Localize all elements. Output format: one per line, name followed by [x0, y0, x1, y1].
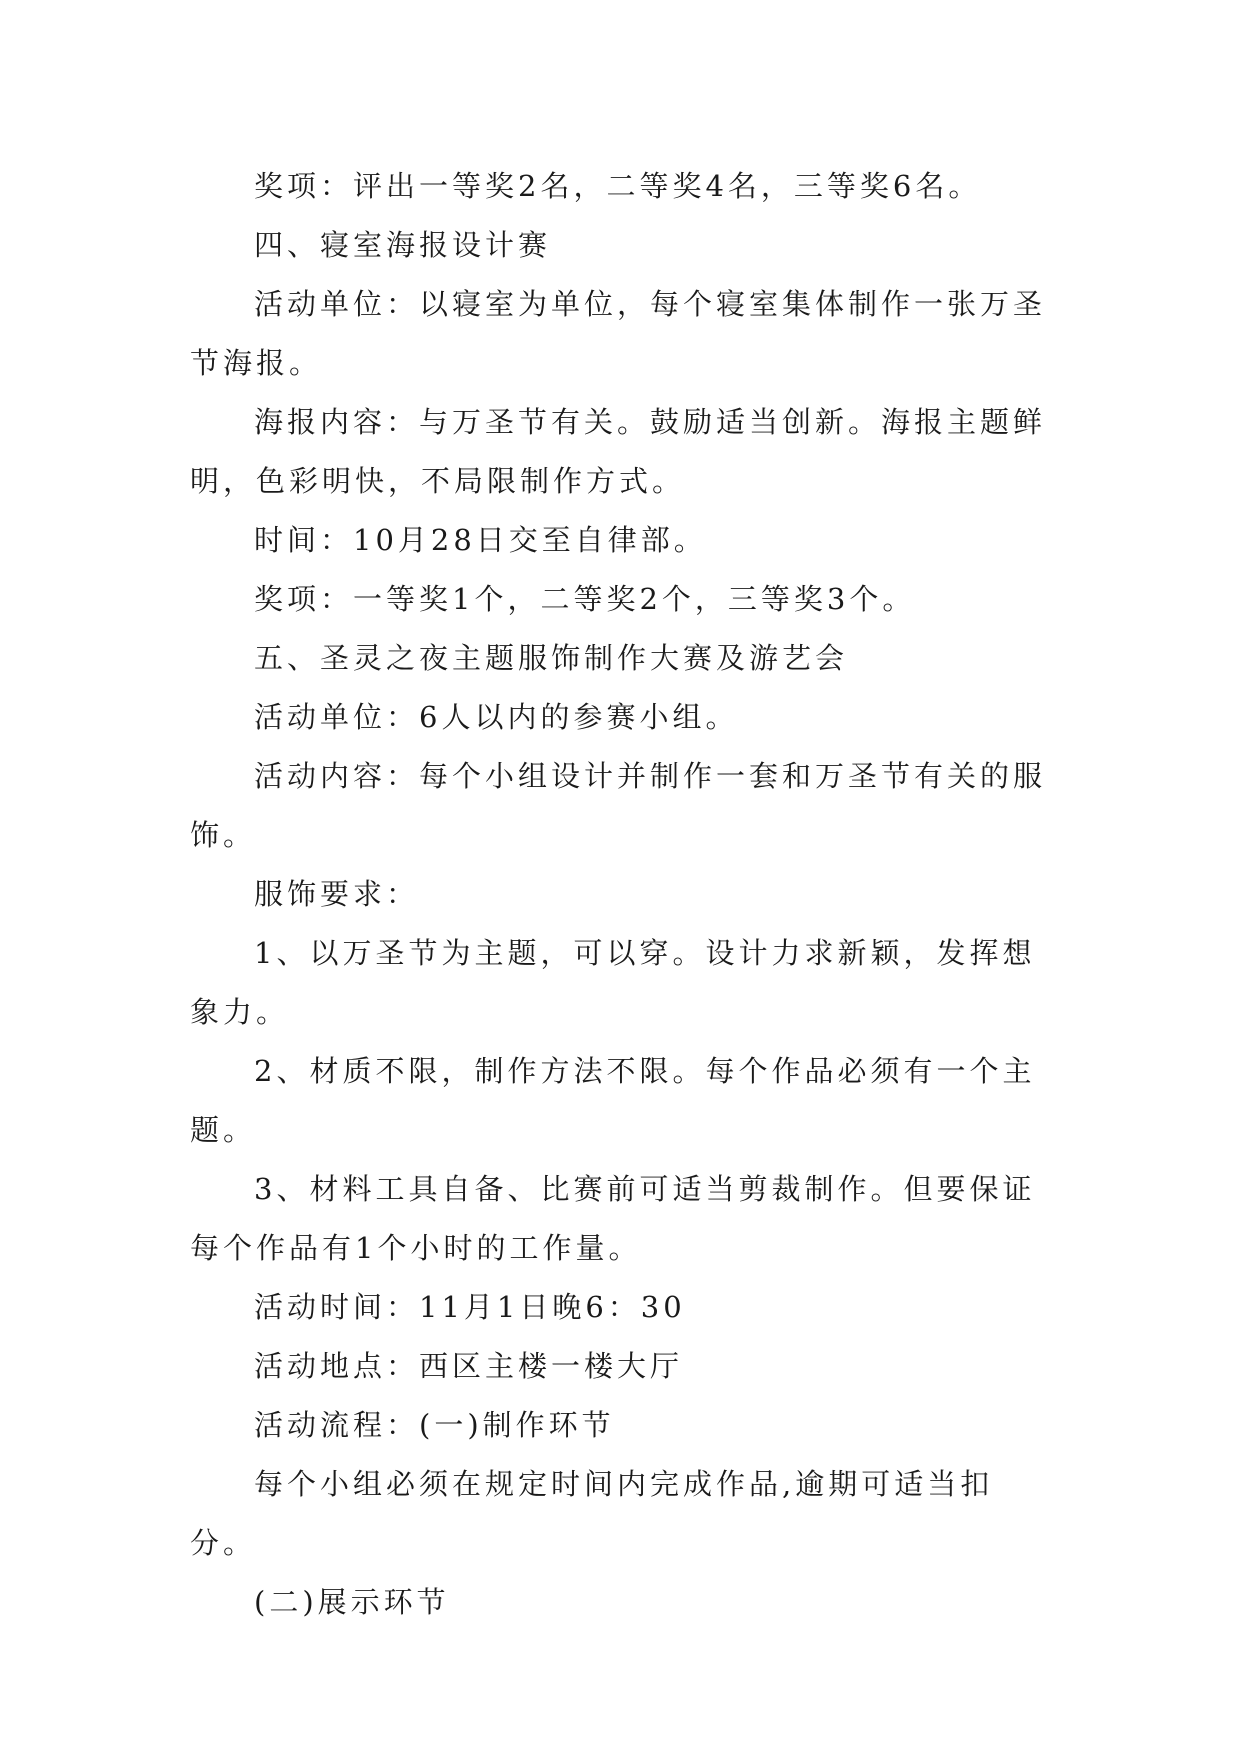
contest-content-paragraph: 活动内容：每个小组设计并制作一套和万圣节有关的服饰。: [190, 759, 1047, 852]
poster-award-paragraph: 奖项：一等奖1个，二等奖2个，三等奖3个。: [254, 582, 916, 616]
time-paragraph: 时间：10月28日交至自律部。: [254, 523, 707, 557]
poster-content-paragraph: 海报内容：与万圣节有关。鼓励适当创新。海报主题鲜明，色彩明快，不局限制作方式。: [190, 405, 1047, 498]
costume-requirements-heading: 服饰要求：: [254, 877, 420, 911]
section-heading-costume-contest: 五、圣灵之夜主题服饰制作大赛及游艺会: [254, 641, 849, 675]
section-heading-dorm-poster: 四、寝室海报设计赛: [254, 228, 552, 262]
contest-unit-paragraph: 活动单位：6人以内的参赛小组。: [254, 700, 739, 734]
activity-process-paragraph: 活动流程：(一)制作环节: [254, 1408, 615, 1442]
requirement-item-2: 2、材质不限，制作方法不限。每个作品必须有一个主题。: [190, 1054, 1036, 1147]
activity-time-paragraph: 活动时间：11月1日晚6：30: [254, 1290, 686, 1324]
display-stage-paragraph: (二)展示环节: [254, 1585, 450, 1619]
award-paragraph: 奖项：评出一等奖2名，二等奖4名，三等奖6名。: [254, 169, 982, 203]
requirement-item-1: 1、以万圣节为主题，可以穿。设计力求新颖，发挥想象力。: [190, 936, 1036, 1029]
process-note-paragraph: 每个小组必须在规定时间内完成作品,逾期可适当扣分。: [190, 1467, 994, 1560]
activity-unit-paragraph: 活动单位：以寝室为单位，每个寝室集体制作一张万圣节海报。: [190, 287, 1047, 380]
document-body: [190, 157, 1050, 1632]
activity-location-paragraph: 活动地点：西区主楼一楼大厅: [254, 1349, 684, 1383]
requirement-item-3: 3、材料工具自备、比赛前可适当剪裁制作。但要保证每个作品有1个小时的工作量。: [190, 1172, 1036, 1265]
